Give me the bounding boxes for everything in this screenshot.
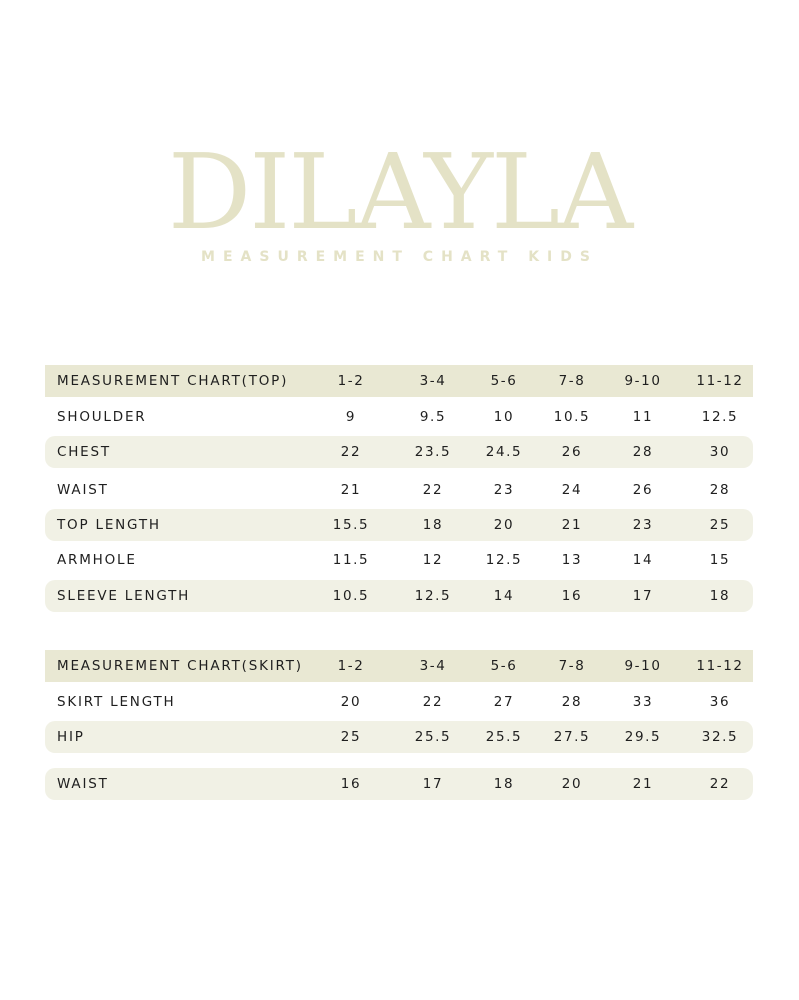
table-row <box>45 580 753 612</box>
table-cell: 18 <box>493 776 515 792</box>
table-cell: 9.5 <box>419 409 447 425</box>
table-cell: 32.5 <box>701 729 739 745</box>
table-cell: 28 <box>632 444 654 460</box>
skirt-table-header-row <box>45 650 753 682</box>
table-cell: 27.5 <box>553 729 591 745</box>
row-label: TOP LENGTH <box>57 517 161 533</box>
table-cell: 30 <box>709 444 731 460</box>
table-row <box>45 686 753 718</box>
row-label: SHOULDER <box>57 409 147 425</box>
table-row <box>45 509 753 541</box>
table-cell: 15 <box>709 552 731 568</box>
table-cell: 12.5 <box>414 588 452 604</box>
table-cell: 16 <box>340 776 362 792</box>
table-row <box>45 721 753 753</box>
size-header: 1-2 <box>337 658 365 674</box>
table-cell: 28 <box>561 694 583 710</box>
table-cell: 17 <box>632 588 654 604</box>
brand-logo: DILAYLA <box>167 131 632 253</box>
top-table-header-row <box>45 365 753 397</box>
table-cell: 17 <box>422 776 444 792</box>
row-label: ARMHOLE <box>57 552 137 568</box>
size-header: 9-10 <box>624 658 662 674</box>
table-cell: 28 <box>709 482 731 498</box>
table-row <box>45 474 753 506</box>
table-cell: 22 <box>422 482 444 498</box>
table-cell: 14 <box>632 552 654 568</box>
table-cell: 22 <box>340 444 362 460</box>
table-cell: 25.5 <box>485 729 523 745</box>
table-cell: 11.5 <box>332 552 370 568</box>
table-cell: 25 <box>709 517 731 533</box>
table-cell: 13 <box>561 552 583 568</box>
table-cell: 22 <box>422 694 444 710</box>
table-cell: 24 <box>561 482 583 498</box>
page-subtitle: MEASUREMENT CHART KIDS <box>201 249 598 265</box>
table-cell: 14 <box>493 588 515 604</box>
table-cell: 23.5 <box>414 444 452 460</box>
table-cell: 33 <box>632 694 654 710</box>
table-row <box>45 768 753 800</box>
table-cell: 26 <box>632 482 654 498</box>
table-cell: 22 <box>709 776 731 792</box>
table-cell: 10.5 <box>332 588 370 604</box>
table-cell: 12.5 <box>701 409 739 425</box>
table-cell: 10 <box>493 409 515 425</box>
table-cell: 27 <box>493 694 515 710</box>
table-cell: 18 <box>422 517 444 533</box>
table-cell: 25 <box>340 729 362 745</box>
size-header: 11-12 <box>696 658 744 674</box>
size-header: 7-8 <box>558 658 586 674</box>
table-cell: 12 <box>422 552 444 568</box>
row-label: WAIST <box>57 776 109 792</box>
row-label: CHEST <box>57 444 111 460</box>
row-label: HIP <box>57 729 85 745</box>
table-cell: 20 <box>493 517 515 533</box>
size-header: 5-6 <box>490 658 518 674</box>
table-cell: 23 <box>632 517 654 533</box>
table-cell: 16 <box>561 588 583 604</box>
table-cell: 25.5 <box>414 729 452 745</box>
table-cell: 15.5 <box>332 517 370 533</box>
size-header: 5-6 <box>490 373 518 389</box>
row-label: SKIRT LENGTH <box>57 694 176 710</box>
table-cell: 23 <box>493 482 515 498</box>
table-cell: 9 <box>345 409 357 425</box>
size-header: 1-2 <box>337 373 365 389</box>
size-header: 3-4 <box>419 658 447 674</box>
table-row <box>45 401 753 433</box>
skirt-table-title: MEASUREMENT CHART(SKIRT) <box>57 658 303 674</box>
size-header: 9-10 <box>624 373 662 389</box>
table-row <box>45 544 753 576</box>
table-cell: 20 <box>561 776 583 792</box>
top-table-title: MEASUREMENT CHART(TOP) <box>57 373 289 389</box>
row-label: SLEEVE LENGTH <box>57 588 191 604</box>
table-row <box>45 436 753 468</box>
table-cell: 24.5 <box>485 444 523 460</box>
table-cell: 21 <box>632 776 654 792</box>
row-label: WAIST <box>57 482 109 498</box>
table-cell: 12.5 <box>485 552 523 568</box>
size-header: 11-12 <box>696 373 744 389</box>
table-cell: 18 <box>709 588 731 604</box>
table-cell: 21 <box>561 517 583 533</box>
table-cell: 20 <box>340 694 362 710</box>
size-header: 7-8 <box>558 373 586 389</box>
table-cell: 36 <box>709 694 731 710</box>
table-cell: 10.5 <box>553 409 591 425</box>
table-cell: 11 <box>632 409 654 425</box>
size-header: 3-4 <box>419 373 447 389</box>
table-cell: 26 <box>561 444 583 460</box>
table-cell: 21 <box>340 482 362 498</box>
table-cell: 29.5 <box>624 729 662 745</box>
